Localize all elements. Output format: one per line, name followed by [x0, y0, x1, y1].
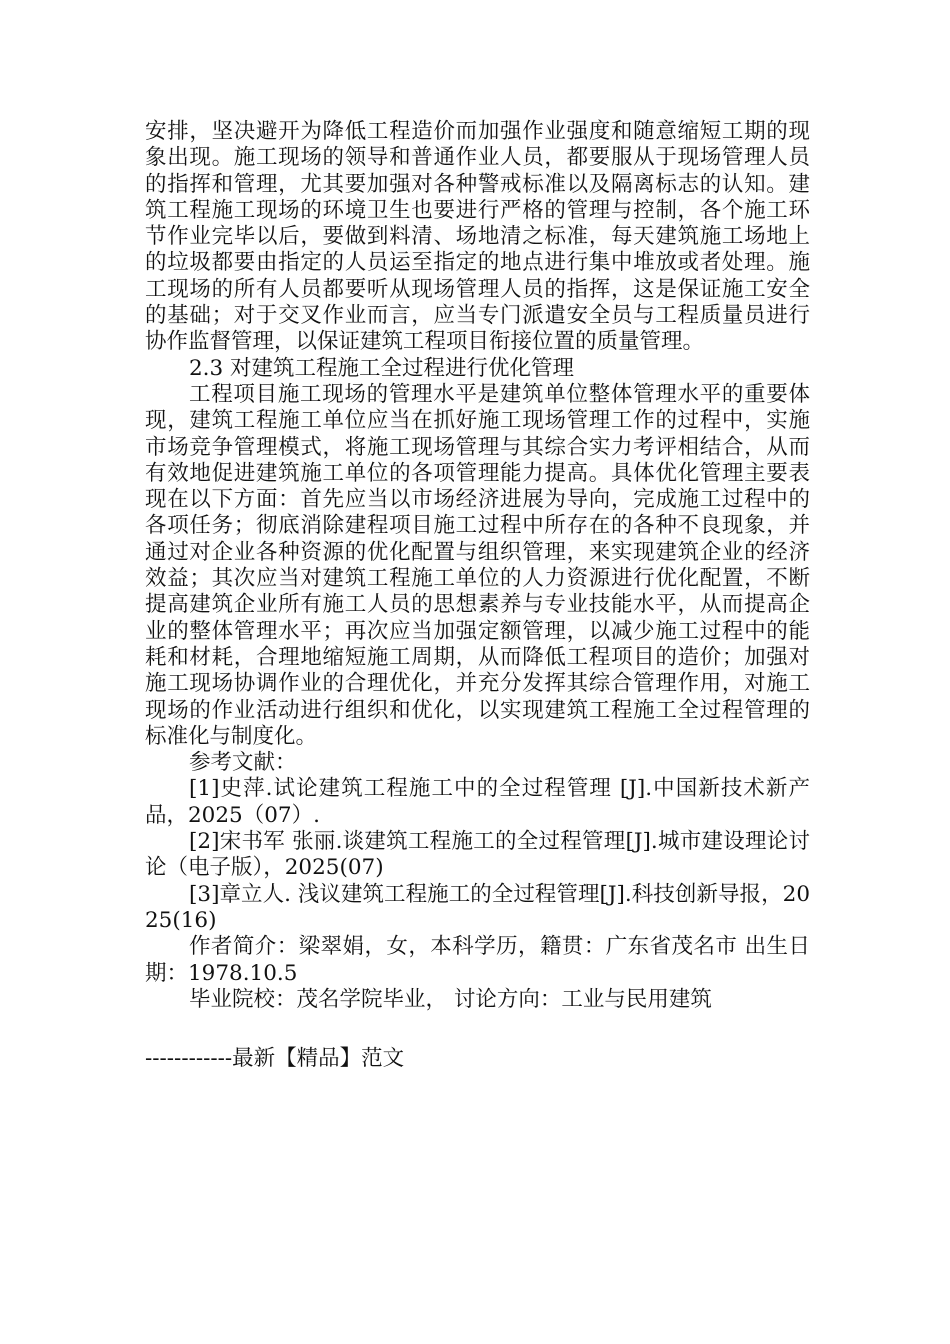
reference-item-2: [2]宋书军 张丽.谈建筑工程施工的全过程管理[J].城市建设理论讨论（电子版），2025(07) — [145, 829, 810, 881]
author-intro: 作者简介：梁翠娟，女，本科学历，籍贯：广东省茂名市 出生日期：1978.10.5 — [145, 934, 810, 986]
section-body: 工程项目施工现场的管理水平是建筑单位整体管理水平的重要体现，建筑工程施工单位应当在抓好施工现场管理工作的过程中，实施市场竞争管理模式，将施工现场管理与其综合实力考评相结合，从而有效地促进建筑施工单位的各项管理能力提高。具体优化管理主要表现在以下方面：首先应当以市场经济进展为导向，完成施工过程中的各项任务；彻底消除建程项目施工过程中所存在的各种不良现象，并通过对企业各种资源的优化配置与组织管理，来实现建筑企业的经济效益；其次应当对建筑工程施工单位的人力资源进行优化配置，不断提高建筑企业所有施工人员的思想素养与专业技能水平，从而提高企业的整体管理水平；再次应当加强定额管理，以减少施工过程中的能耗和材耗，合理地缩短施工周期，从而降低工程项目的造价；加强对施工现场协调作业的合理优化，并充分发挥其综合管理作用，对施工现场的作业活动进行组织和优化，以实现建筑工程施工全过程管理的标准化与制度化。 — [145, 381, 810, 749]
document-body — [145, 119, 810, 1013]
school-info: 毕业院校：茂名学院毕业， 讨论方向：工业与民用建筑 — [189, 986, 712, 1012]
references-label: 参考文献： — [189, 750, 297, 776]
reference-item-1: [1]史萍.试论建筑工程施工中的全过程管理 [J].中国新技术新产品，2025（07）. — [145, 776, 810, 828]
section-heading: 2.3 对建筑工程施工全过程进行优化管理 — [189, 355, 575, 381]
paragraph-continued: 安排，坚决避开为降低工程造价而加强作业强度和随意缩短工期的现象出现。施工现场的领导和普通作业人员，都要服从于现场管理人员的指挥和管理，尤其要加强对各种警戒标准以及隔离标志的认知。建筑工程施工现场的环境卫生也要进行严格的管理与控制，各个施工环节作业完毕以后，要做到料清、场地清之标准，每天建筑施工场地上的垃圾都要由指定的人员运至指定的地点进行集中堆放或者处理。施工现场的所有人员都要听从现场管理人员的指挥，这是保证施工安全的基础；对于交叉作业而言，应当专门派遣安全员与工程质量员进行协作监督管理，以保证建筑工程项目衔接位置的质量管理。 — [145, 119, 810, 355]
footer-banner: ------------最新【精品】范文 — [145, 1046, 405, 1071]
reference-item-3: [3]章立人. 浅议建筑工程施工的全过程管理[J].科技创新导报，2025(16) — [145, 881, 810, 933]
